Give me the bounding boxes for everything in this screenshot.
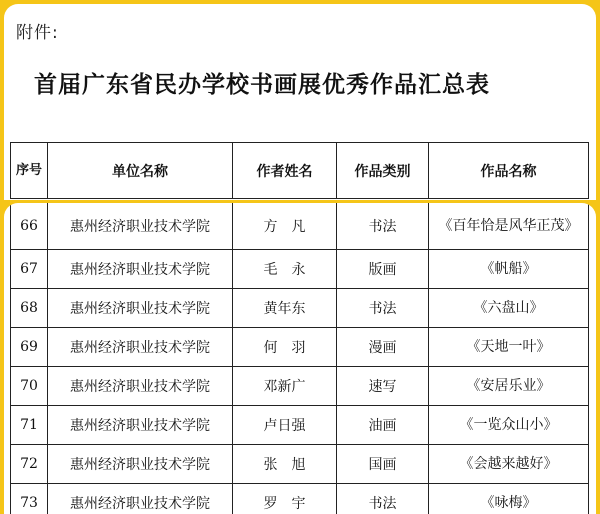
unit-cell: 惠州经济职业技术学院 [48,367,233,406]
category-cell: 速写 [337,367,429,406]
unit-cell: 惠州经济职业技术学院 [48,289,233,328]
table-row [11,445,589,484]
unit-cell: 惠州经济职业技术学院 [48,406,233,445]
header-author: 作者姓名 [233,143,337,199]
work-title-cell: 《天地一叶》 [429,328,589,367]
work-title-cell: 《帆船》 [429,250,589,289]
author-cell: 罗 宇 [233,484,337,514]
author-cell: 何 羽 [233,328,337,367]
attachment-label: 附件: [16,23,59,43]
work-title-cell: 《一览众山小》 [429,406,589,445]
table-header [10,142,589,199]
table-row [11,367,589,406]
author-cell: 黄年东 [233,289,337,328]
header-row [11,143,589,199]
author-cell: 卢日强 [233,406,337,445]
table-row [11,203,589,250]
seq-cell: 73 [11,484,48,514]
seq-cell: 70 [11,367,48,406]
unit-cell: 惠州经济职业技术学院 [48,203,233,250]
category-cell: 书法 [337,203,429,250]
unit-cell: 惠州经济职业技术学院 [48,484,233,514]
author-cell: 邓新广 [233,367,337,406]
table-row [11,328,589,367]
table-row [11,484,589,514]
category-cell: 书法 [337,289,429,328]
table-body-panel [4,203,596,514]
header-seq-label: 序号 [15,162,42,178]
work-title-cell: 《六盘山》 [429,289,589,328]
seq-cell: 72 [11,445,48,484]
unit-cell: 惠州经济职业技术学院 [48,328,233,367]
header-seq [11,143,48,199]
category-cell: 漫画 [337,328,429,367]
category-cell: 书法 [337,484,429,514]
header-category: 作品类别 [337,143,429,199]
header-panel [4,4,596,200]
seq-cell: 66 [11,203,48,250]
category-cell: 国画 [337,445,429,484]
author-cell: 方 凡 [233,203,337,250]
work-title-cell: 《咏梅》 [429,484,589,514]
work-title-cell: 《安居乐业》 [429,367,589,406]
seq-cell: 69 [11,328,48,367]
page-title: 首届广东省民办学校书画展优秀作品汇总表 [34,72,490,98]
header-work: 作品名称 [429,143,589,199]
table-row [11,289,589,328]
unit-cell: 惠州经济职业技术学院 [48,445,233,484]
seq-cell: 71 [11,406,48,445]
table-row [11,250,589,289]
seq-cell: 68 [11,289,48,328]
table-row [11,406,589,445]
category-cell: 版画 [337,250,429,289]
author-cell: 张 旭 [233,445,337,484]
seq-cell: 67 [11,250,48,289]
header-unit: 单位名称 [48,143,233,199]
unit-cell: 惠州经济职业技术学院 [48,250,233,289]
table-body [10,203,589,514]
author-cell: 毛 永 [233,250,337,289]
category-cell: 油画 [337,406,429,445]
work-title-cell: 《会越来越好》 [429,445,589,484]
work-title-cell: 《百年恰是风华正茂》 [429,203,589,250]
